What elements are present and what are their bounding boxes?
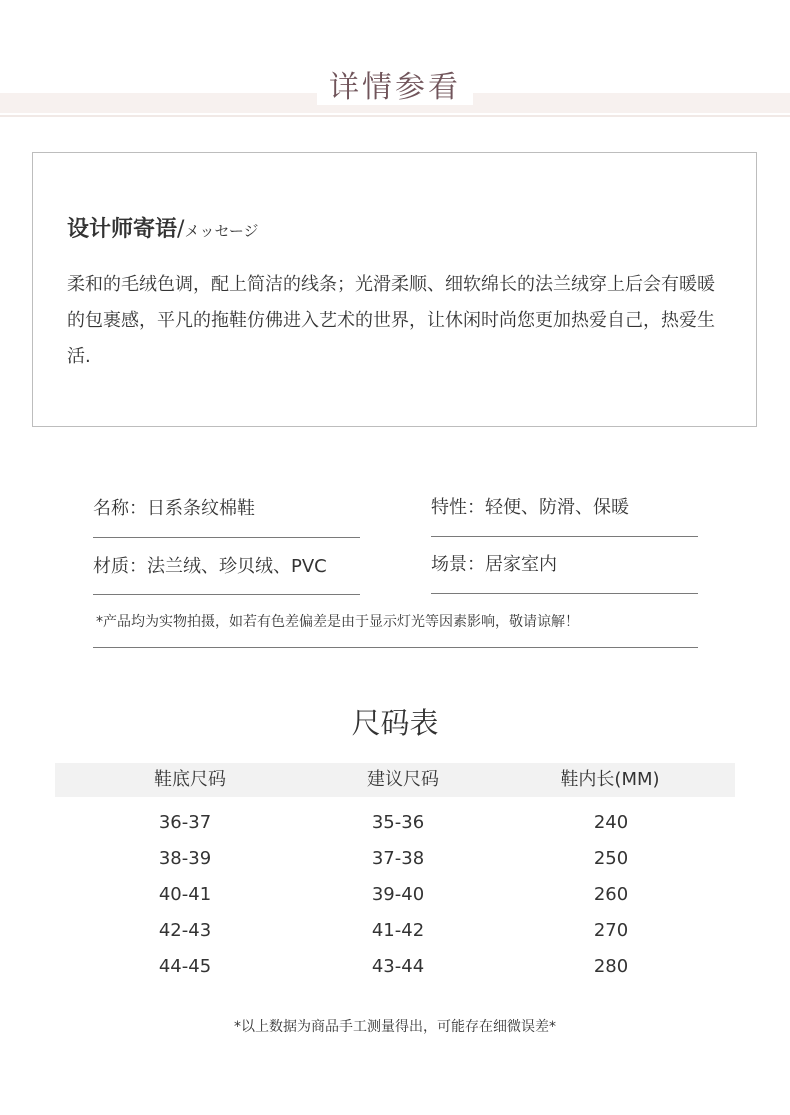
designer-message-box bbox=[32, 152, 757, 427]
divider bbox=[93, 537, 360, 538]
header-cell: 鞋内长(MM) bbox=[560, 769, 660, 790]
table-cell: 41-42 bbox=[371, 920, 425, 941]
table-cell: 280 bbox=[593, 956, 629, 977]
table-cell: 42-43 bbox=[158, 920, 212, 941]
section-title-text: 详情参看 bbox=[317, 70, 473, 105]
table-cell: 250 bbox=[593, 848, 629, 869]
measurement-note: *以上数据为商品手工测量得出，可能存在细微误差* bbox=[234, 1019, 556, 1035]
header-band-line bbox=[0, 115, 790, 117]
product-material: 材质：法兰绒、珍贝绒、PVC bbox=[93, 556, 327, 577]
table-cell: 240 bbox=[593, 812, 629, 833]
table-cell: 35-36 bbox=[371, 812, 425, 833]
table-cell: 38-39 bbox=[158, 848, 212, 869]
table-cell: 270 bbox=[593, 920, 629, 941]
size-chart-title: 尺码表 bbox=[351, 706, 439, 740]
divider bbox=[431, 593, 698, 594]
table-cell: 44-45 bbox=[158, 956, 212, 977]
product-name: 名称：日系条纹棉鞋 bbox=[93, 498, 255, 519]
photo-disclaimer: *产品均为实物拍摄，如若有色差偏差是由于显示灯光等因素影响，敬请谅解！ bbox=[96, 614, 579, 630]
table-cell: 36-37 bbox=[158, 812, 212, 833]
designer-heading-jp: メッセージ bbox=[184, 222, 259, 240]
table-cell: 43-44 bbox=[371, 956, 425, 977]
header-cell: 鞋底尺码 bbox=[154, 769, 226, 790]
designer-heading-zh: 设计师寄语 bbox=[67, 217, 178, 242]
table-cell: 260 bbox=[593, 884, 629, 905]
product-feature: 特性：轻便、防滑、保暖 bbox=[431, 497, 629, 518]
divider bbox=[93, 594, 360, 595]
designer-heading-separator: / bbox=[177, 217, 185, 242]
divider bbox=[431, 536, 698, 537]
product-scene: 场景：居家室内 bbox=[431, 554, 557, 575]
divider bbox=[93, 647, 698, 648]
header-cell: 建议尺码 bbox=[367, 769, 439, 790]
section-title bbox=[0, 68, 790, 108]
designer-heading bbox=[67, 213, 259, 248]
table-cell: 40-41 bbox=[158, 884, 212, 905]
table-cell: 39-40 bbox=[371, 884, 425, 905]
designer-message-text: 柔和的毛绒色调，配上简洁的线条；光滑柔顺、细软绵长的法兰绒穿上后会有暖暖的包裹感，平凡的拖鞋仿佛进入艺术的世界，让休闲时尚您更加热爱自己，热爱生活. bbox=[67, 274, 715, 367]
table-cell: 37-38 bbox=[371, 848, 425, 869]
